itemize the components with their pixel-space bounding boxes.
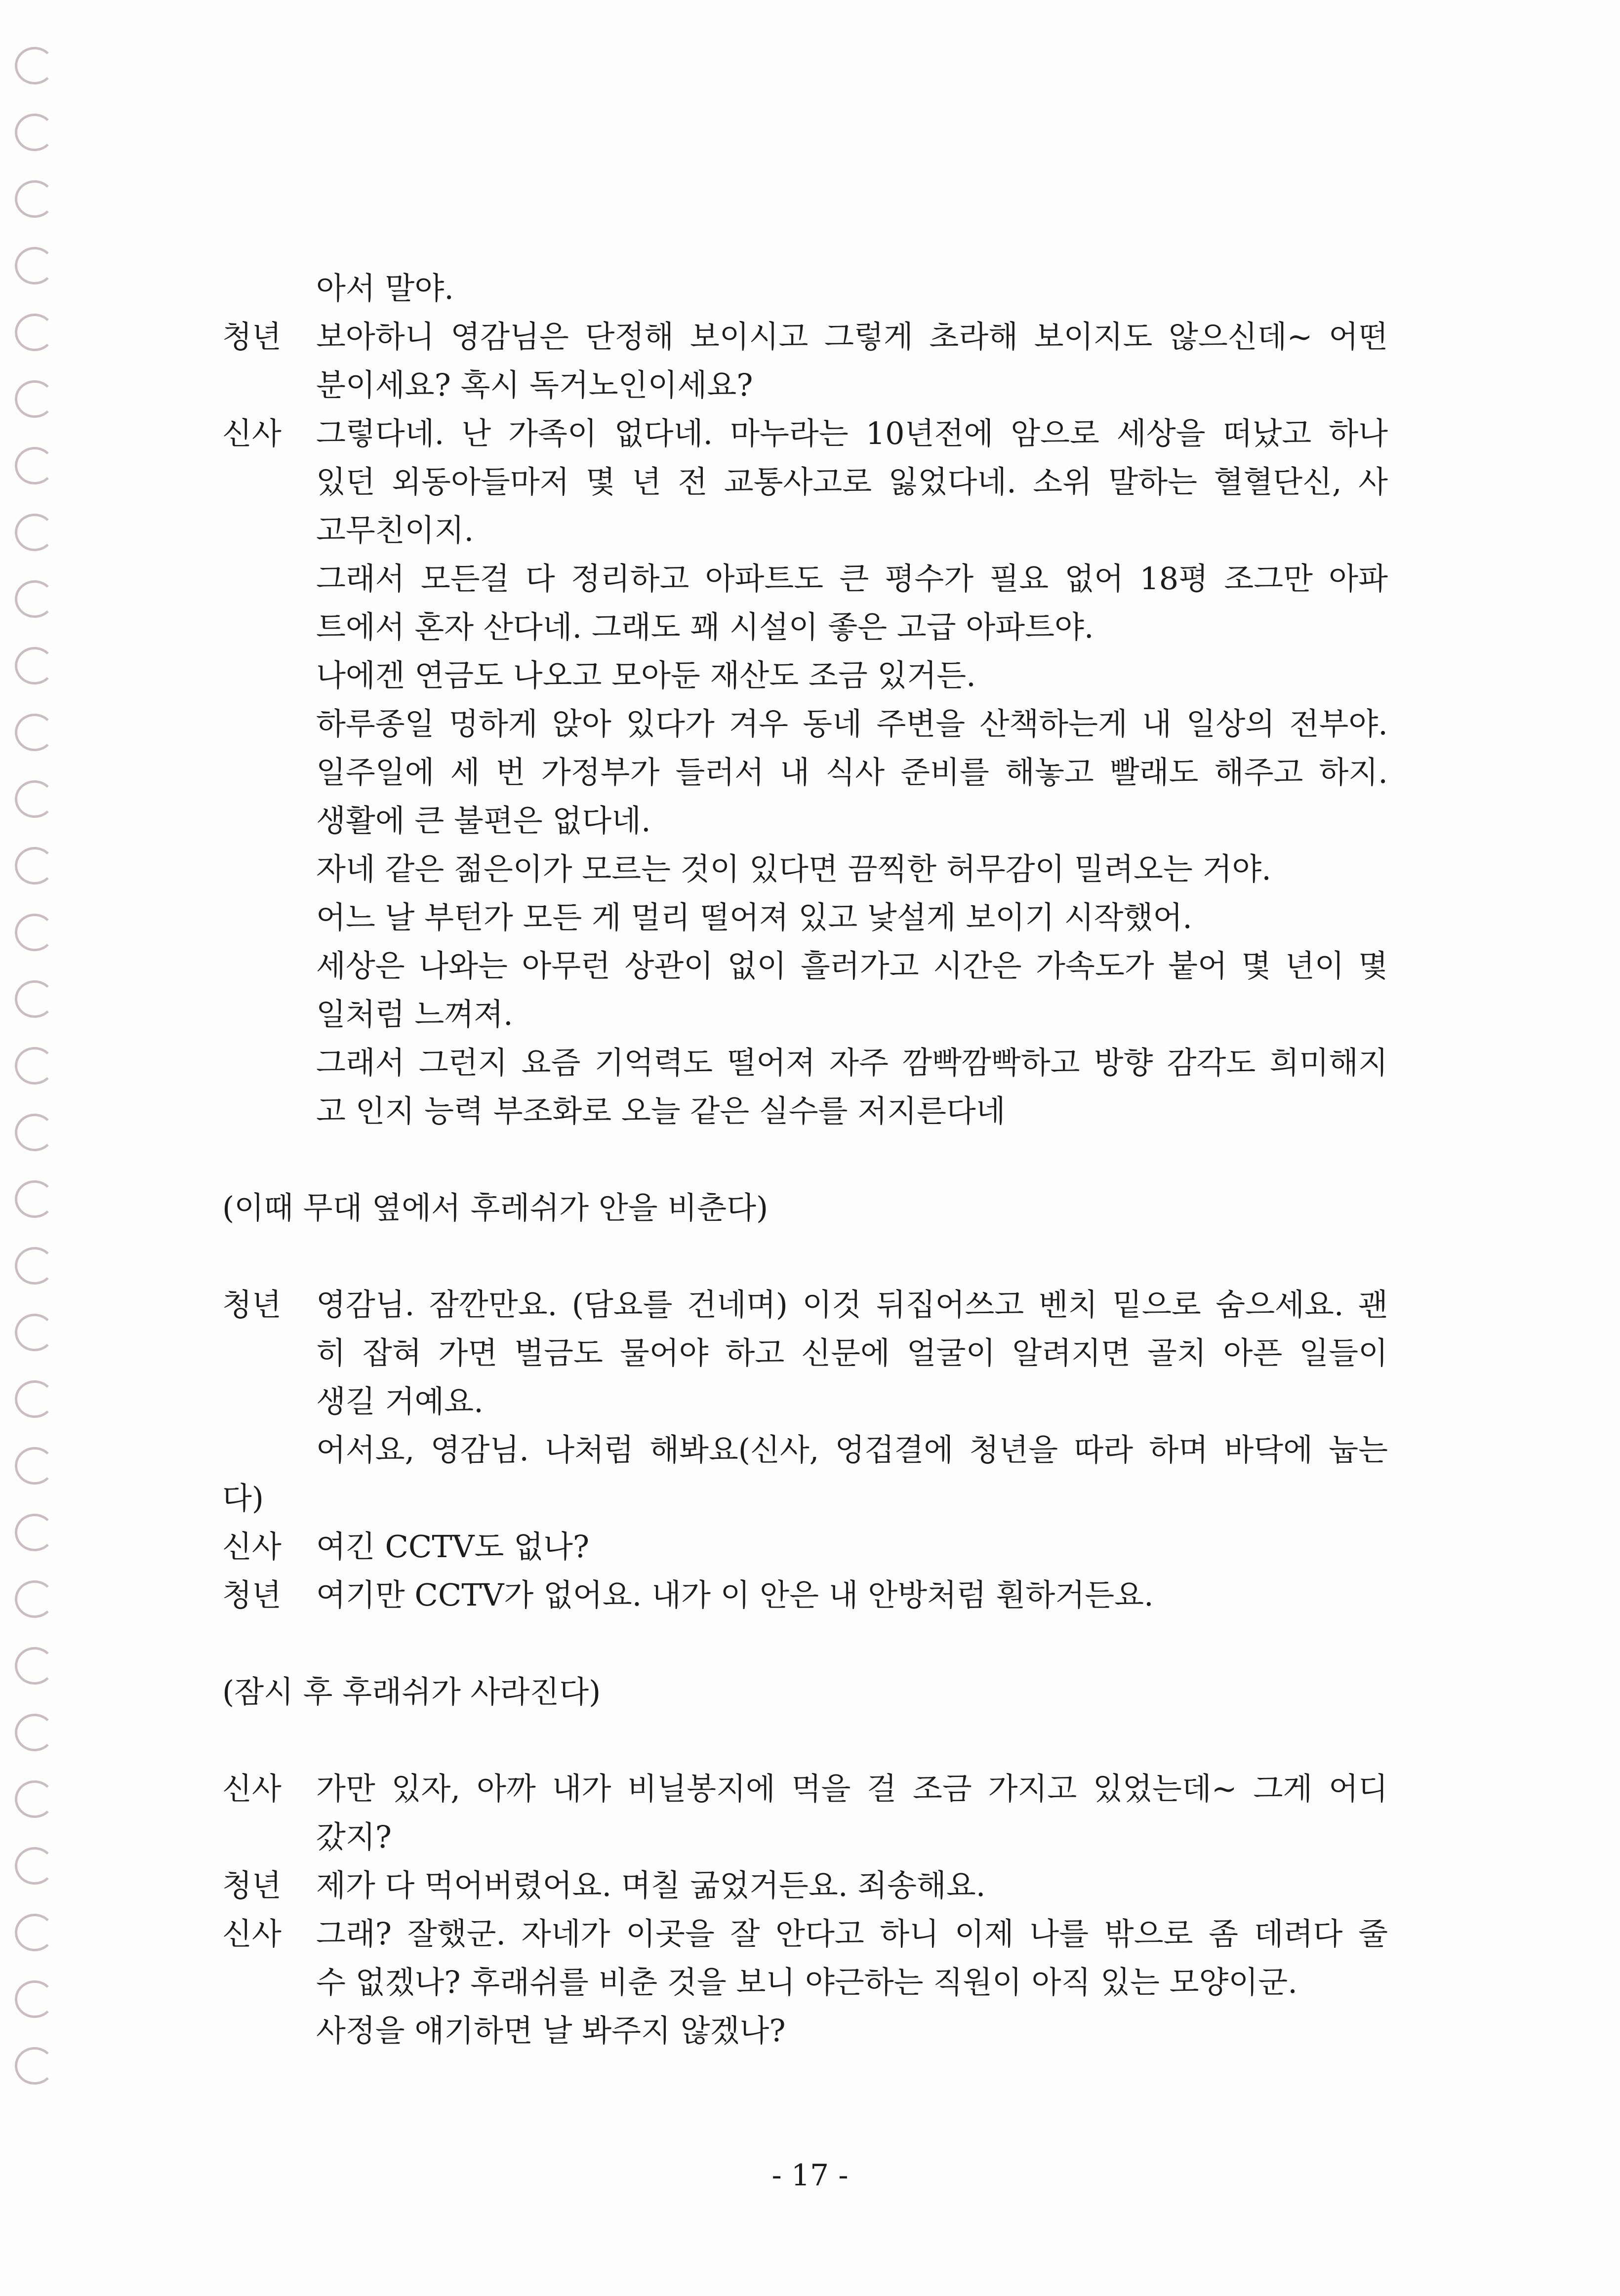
binder-hole: [15, 447, 54, 484]
binder-hole: [15, 580, 54, 618]
text-line: 수 없겠나? 후래쉬를 비춘 것을 보니 야근하는 직원이 아직 있는 모양이군.: [316, 1964, 1297, 2000]
text-line: 일처럼 느껴져.: [316, 996, 513, 1032]
binder-hole: [15, 980, 54, 1018]
text-line: 자네 같은 젊은이가 모르는 것이 있다면 끔찍한 허무감이 밀려오는 거야.: [316, 851, 1271, 887]
dialogue-line: [222, 313, 1388, 361]
text-line: 그래서 모든걸 다 정리하고 아파트도 큰 평수가 필요 없어 18평 조그만 아파: [316, 561, 1388, 597]
binder-hole: [15, 714, 54, 751]
binder-hole: [15, 514, 54, 551]
binder-hole: [15, 1114, 54, 1151]
text-line: 그래서 그런지 요즘 기억력도 떨어져 자주 깜빡깜빡하고 방향 감각도 희미해지: [316, 1045, 1388, 1081]
binder-hole: [15, 1047, 54, 1085]
text-line: 어서요, 영감님. 나처럼 해봐요(신사, 엉겁결에 청년을 따라 하며 바닥에 눕는: [316, 1432, 1388, 1468]
speaker-label: 청년: [222, 1287, 282, 1323]
binder-hole: [15, 380, 54, 418]
binder-hole: [15, 1780, 54, 1818]
text-line: 세상은 나와는 아무런 상관이 없이 흘러가고 시간은 가속도가 붙어 몇 년이 몇: [316, 948, 1388, 984]
dialogue-line: [222, 1571, 1388, 1619]
text-line: 그래? 잘했군. 자네가 이곳을 잘 안다고 하니 이제 나를 밖으로 좀 데려다 줄: [316, 1916, 1388, 1952]
binder-hole: [15, 1914, 54, 1951]
binder-hole: [15, 247, 54, 284]
binder-hole: [15, 914, 54, 951]
text-line: 고 인지 능력 부조화로 오늘 같은 실수를 저지른다네: [316, 1093, 1006, 1129]
dialogue-line: [222, 1523, 1388, 1571]
binder-hole: [15, 1514, 54, 1551]
text-line: 생활에 큰 불편은 없다네.: [316, 803, 651, 839]
speaker-label: 청년: [222, 1867, 282, 1903]
text-line: 갔지?: [316, 1819, 392, 1855]
stage-direction: (잠시 후 후래쉬가 사라진다): [222, 1674, 601, 1710]
binder-hole: [15, 1847, 54, 1885]
page-number: - 17 -: [771, 2158, 849, 2193]
binder-hole: [15, 1247, 54, 1285]
script-body: [222, 264, 1388, 2055]
text-line: 제가 다 먹어버렸어요. 며칠 굶었거든요. 죄송해요.: [316, 1867, 986, 1903]
binder-hole: [15, 2047, 54, 2085]
text-line: 분이세요? 혹시 독거노인이세요?: [316, 367, 753, 403]
binder-hole: [15, 1180, 54, 1218]
binder-hole: [15, 1380, 54, 1418]
binder-hole: [15, 847, 54, 885]
text-line: 일주일에 세 번 가정부가 들러서 내 식사 준비를 해놓고 빨래도 해주고 하지.: [316, 754, 1388, 790]
binder-hole: [15, 114, 54, 151]
binder-hole: [15, 1647, 54, 1685]
text-line: 그렇다네. 난 가족이 없다네. 마누라는 10년전에 암으로 세상을 떠났고 하나: [316, 415, 1388, 451]
binder-hole: [15, 1714, 54, 1751]
binder-hole: [15, 1580, 54, 1618]
dialogue-line: [222, 1281, 1388, 1329]
text-line: 트에서 혼자 산다네. 그래도 꽤 시설이 좋은 고급 아파트야.: [316, 609, 1094, 645]
binder-hole: [15, 647, 54, 685]
dialogue-line: [222, 1910, 1388, 1958]
text-line: 아서 말야.: [316, 270, 454, 306]
text-line: 있던 외동아들마저 몇 년 전 교통사고로 잃었다네. 소위 말하는 혈혈단신, 사: [316, 464, 1388, 500]
text-line: 가만 있자, 아까 내가 비닐봉지에 먹을 걸 조금 가지고 있었는데~ 그게 어디: [316, 1771, 1388, 1807]
speaker-label: 청년: [222, 319, 282, 355]
speaker-label: 신사: [222, 1771, 282, 1807]
binder-hole: [15, 780, 54, 818]
dialogue-line: [222, 409, 1388, 458]
text-line: 고무친이지.: [316, 512, 474, 548]
binder-hole: [15, 1980, 54, 2018]
text-line: 생길 거예요.: [316, 1383, 484, 1419]
binder-hole: [15, 47, 54, 84]
text-line: 여긴 CCTV도 없나?: [316, 1529, 590, 1565]
text-line: 여기만 CCTV가 없어요. 내가 이 안은 내 안방처럼 훤하거든요.: [316, 1577, 1154, 1613]
binder-hole: [15, 1314, 54, 1351]
text-line: 다): [222, 1480, 264, 1516]
stage-direction: (이때 무대 옆에서 후레쉬가 안을 비춘다): [222, 1190, 769, 1226]
text-line: 보아하니 영감님은 단정해 보이시고 그렇게 초라해 보이지도 않으신데~ 어떤: [316, 319, 1388, 355]
text-line: 영감님. 잠깐만요. (담요를 건네며) 이것 뒤집어쓰고 벤치 밑으로 숨으세요. 괜: [316, 1287, 1388, 1323]
speaker-label: 청년: [222, 1577, 282, 1613]
speaker-label: 신사: [222, 415, 282, 451]
text-line: 사정을 얘기하면 날 봐주지 않겠나?: [316, 2013, 786, 2049]
text-line: 하루종일 멍하게 앉아 있다가 겨우 동네 주변을 산책하는게 내 일상의 전부야.: [316, 706, 1388, 742]
text-line: 히 잡혀 가면 벌금도 물어야 하고 신문에 얼굴이 알려지면 골치 아픈 일들이: [316, 1335, 1388, 1371]
dialogue-line: [222, 1861, 1388, 1910]
speaker-label: 신사: [222, 1529, 282, 1565]
dialogue-line: [222, 1765, 1388, 1813]
text-line: 나에겐 연금도 나오고 모아둔 재산도 조금 있거든.: [316, 657, 976, 693]
binder-hole: [15, 1447, 54, 1485]
binder-hole: [15, 180, 54, 218]
speaker-label: 신사: [222, 1916, 282, 1952]
text-line: 어느 날 부턴가 모든 게 멀리 떨어져 있고 낯설게 보이기 시작했어.: [316, 899, 1192, 935]
binder-hole: [15, 314, 54, 351]
